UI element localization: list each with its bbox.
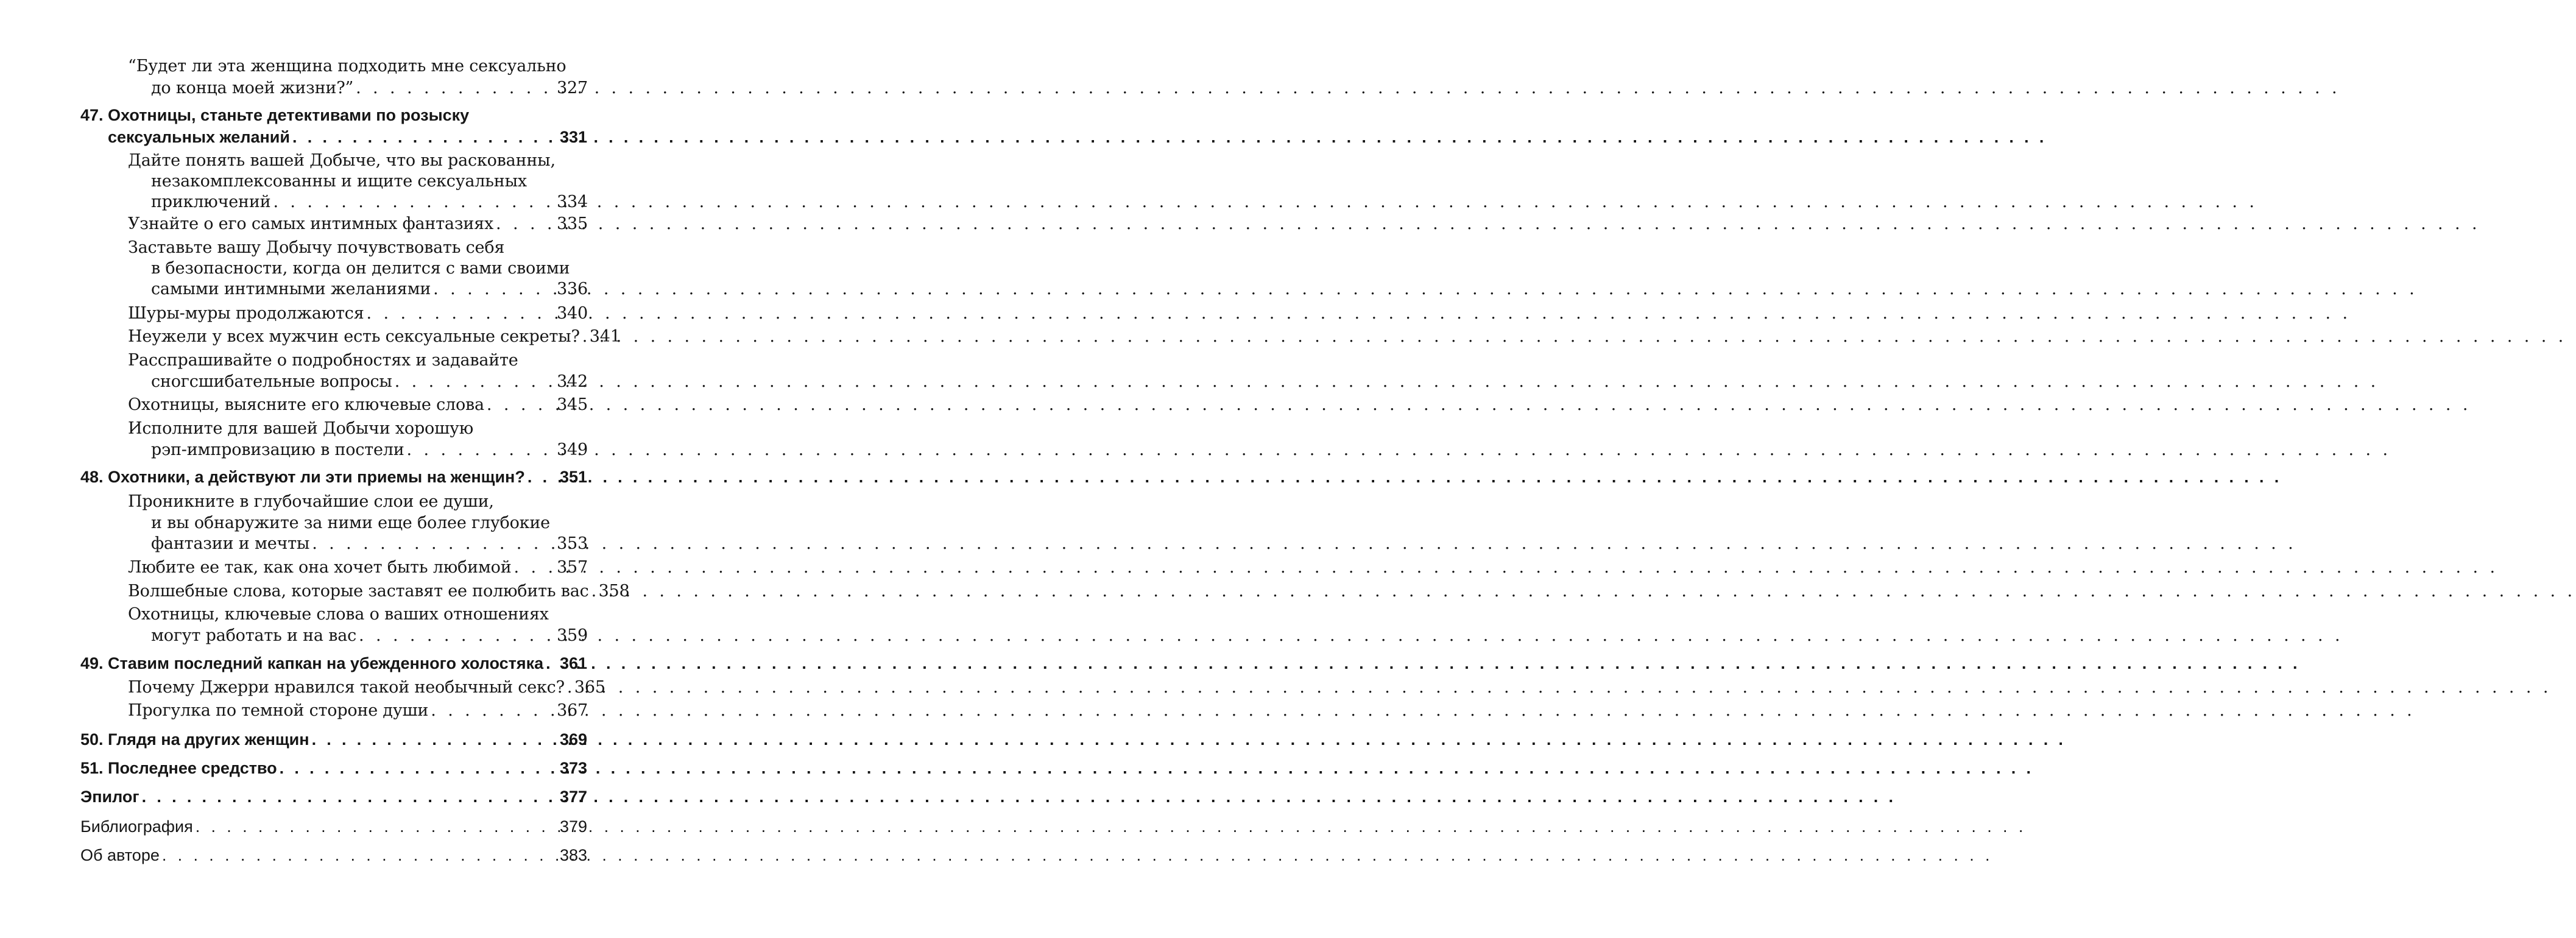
toc-entry: [128, 580, 630, 602]
toc-entry-title-line: Узнайте о его самых интимных фантазиях: [128, 214, 494, 233]
toc-page-number: 341: [589, 327, 621, 346]
toc-entry-title-line: Исполните для вашей Добычи хорошую: [128, 419, 474, 438]
toc-entry-title-line: Заставьте вашу Добычу почувствовать себя: [128, 238, 505, 257]
toc-chapter: [80, 786, 587, 808]
toc-entry-title-line: Охотницы, выясните его ключевые слова: [128, 395, 484, 414]
toc-chapter: [80, 466, 587, 488]
toc-entry-title-line: приключений: [151, 192, 271, 211]
toc-entry: [128, 326, 621, 348]
dot-leader: [395, 371, 556, 393]
dot-leader: [196, 816, 559, 838]
toc-entry: [128, 150, 588, 216]
dot-leader: [431, 700, 556, 722]
toc-entry-title-line: сногсшибательные вопросы: [151, 372, 392, 391]
toc-backmatter: [80, 816, 587, 838]
toc-entry: [128, 557, 588, 579]
toc-entry-title-line: самыми интимными желаниями: [151, 280, 431, 298]
toc-page-number: 340: [557, 304, 588, 323]
toc-page-number: 367: [557, 701, 588, 720]
dot-leader: [273, 191, 556, 213]
toc-entry-title-line: рэп-импровизацию в постели: [151, 440, 404, 459]
dot-leader: [546, 652, 559, 674]
toc-page-number: 361: [559, 654, 587, 672]
dot-leader: [433, 278, 556, 300]
dot-leader: [528, 466, 559, 488]
toc-page-number: 351: [559, 468, 587, 486]
toc-page-number: 345: [557, 395, 588, 414]
toc-entry-title-line: и вы обнаружите за ними еще более глубокие: [151, 513, 550, 532]
toc-page-number: 359: [557, 626, 588, 645]
toc-page-number: 327: [557, 79, 588, 97]
toc-chapter-title-line: 48. Охотники, а действуют ли эти приемы на женщин?: [80, 468, 525, 486]
dot-leader: [582, 326, 588, 348]
toc-backmatter: [80, 844, 587, 866]
toc-backmatter-title: Об авторе: [80, 846, 160, 864]
dot-leader: [514, 557, 556, 579]
toc-entry: [128, 677, 605, 699]
dot-leader: [359, 625, 556, 647]
toc-chapter-title-line: 47. Охотницы, станьте детективами по розыску: [80, 106, 470, 124]
toc-page-number: 379: [559, 817, 587, 836]
dot-leader: [591, 580, 598, 602]
dot-leader: [356, 77, 556, 99]
toc-entry: [128, 491, 588, 557]
toc-entry-title-line: Неужели у всех мужчин есть сексуальные секреты?: [128, 327, 580, 346]
toc-page-number: 334: [557, 192, 588, 211]
toc-chapter: [80, 104, 587, 148]
toc-entry-title-line: Шуры-муры продолжаются: [128, 304, 364, 323]
toc-entry-title-line: Любите ее так, как она хочет быть любимой: [128, 558, 512, 577]
toc-entry: [128, 55, 588, 99]
toc-entry-title-line: Прогулка по темной стороне души: [128, 701, 429, 720]
toc-entry-title-line: до конца моей жизни?”: [151, 79, 354, 97]
toc-page-number: 353: [557, 534, 588, 553]
toc-page-number: 373: [559, 759, 587, 777]
table-of-contents: [0, 0, 630, 938]
toc-chapter-title-line: 49. Ставим последний капкан на убежденного холостяка: [80, 654, 544, 672]
dot-leader: [312, 728, 559, 750]
dot-leader: [487, 394, 556, 416]
toc-entry: [128, 303, 588, 325]
dot-leader: [407, 439, 556, 461]
toc-entry-title-line: Расспрашивайте о подробностях и задавайте: [128, 351, 518, 370]
toc-entry: [128, 700, 588, 722]
toc-page-number: 342: [557, 372, 588, 391]
toc-entry: [128, 604, 588, 647]
toc-entry: [128, 213, 588, 235]
dot-leader: [142, 786, 559, 808]
toc-page-number: 331: [559, 128, 587, 146]
toc-page-number: 357: [557, 558, 588, 577]
toc-page-number: 377: [559, 788, 587, 806]
toc-entry-title-line: фантазии и мечты: [151, 534, 310, 553]
toc-entry: [128, 418, 588, 462]
toc-page-number: 358: [598, 582, 630, 601]
dot-leader: [312, 533, 556, 555]
toc-page-number: 335: [557, 214, 588, 233]
toc-chapter: [80, 757, 587, 779]
toc-chapter: [80, 728, 587, 750]
toc-entry: [128, 350, 588, 393]
toc-entry-title-line: Почему Джерри нравился такой необычный секс?: [128, 678, 565, 697]
dot-leader: [496, 213, 556, 235]
toc-entry-title-line: Дайте понять вашей Добыче, что вы раскованны,: [128, 151, 556, 170]
dot-leader: [367, 303, 556, 325]
toc-entry-title-line: в безопасности, когда он делится с вами своими: [151, 259, 570, 278]
toc-page-number: 349: [557, 440, 588, 459]
toc-entry-title-line: Проникните в глубочайшие слои ее души,: [128, 492, 494, 511]
dot-leader: [567, 677, 573, 699]
toc-backmatter-title: Библиография: [80, 817, 193, 836]
toc-entry-title-line: Волшебные слова, которые заставят ее полюбить вас: [128, 582, 589, 601]
toc-chapter: [80, 652, 587, 674]
toc-entry: [128, 237, 588, 303]
toc-page-number: 365: [574, 678, 605, 697]
toc-entry-title-line: Охотницы, ключевые слова о ваших отношениях: [128, 605, 549, 624]
dot-leader: [292, 126, 559, 148]
toc-page-number: 369: [559, 730, 587, 749]
toc-chapter-title-line: сексуальных желаний: [108, 128, 290, 146]
toc-entry-title-line: могут работать и на вас: [151, 626, 357, 645]
toc-chapter-title-line: 50. Глядя на других женщин: [80, 730, 309, 749]
toc-entry: [128, 394, 588, 416]
toc-page-number: 383: [559, 846, 587, 864]
dot-leader: [162, 844, 559, 866]
toc-page-number: 336: [557, 280, 588, 298]
toc-entry-title-line: “Будет ли эта женщина подходить мне сексуально: [128, 57, 566, 76]
toc-chapter-title-line: Эпилог: [80, 788, 139, 806]
dot-leader: [280, 757, 559, 779]
toc-entry-title-line: незакомплексованны и ищите сексуальных: [151, 172, 527, 191]
toc-chapter-title-line: 51. Последнее средство: [80, 759, 277, 777]
